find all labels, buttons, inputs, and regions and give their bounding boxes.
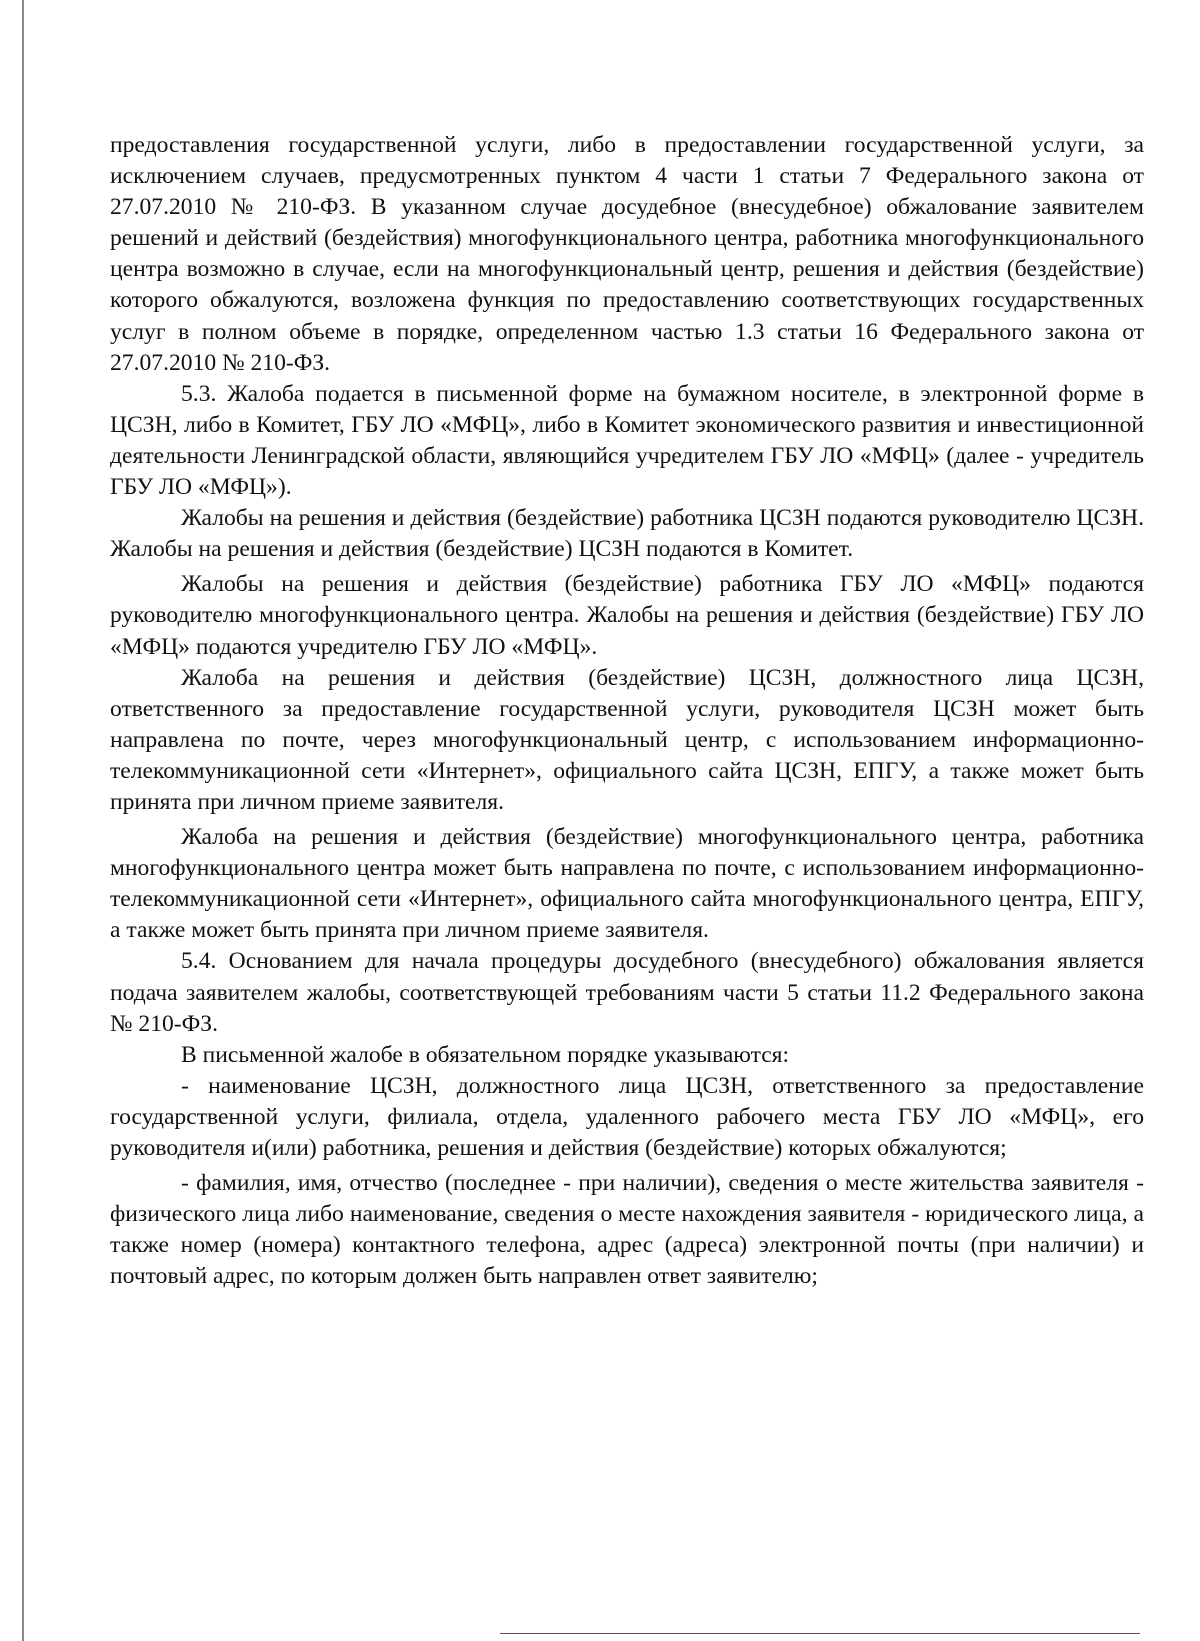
paragraph-required-items-intro: В письменной жалобе в обязательном порядке указываются: (181, 1041, 790, 1068)
paragraph-complaints-cszn: Жалобы на решения и действия (бездействие) работника ЦСЗН подаются руководителю ЦСЗН. Жалобы на решения и действия (бездействие) ЦСЗН подаются в Комитет. (110, 505, 1144, 563)
paragraph-complaint-channels-mfc: Жалоба на решения и действия (бездействие) многофункционального центра, работника многофункционального центра может быть направлена по почте, с использованием информационно-телекоммуникационной сети «Интернет», официального сайта многофункционального центра, ЕПГУ, а также может быть принята при личном приеме заявителя. (110, 824, 1144, 944)
scan-left-edge (22, 0, 24, 1641)
list-item-name: - наименование ЦСЗН, должностного лица ЦСЗН, ответственного за предоставление государственной услуги, филиала, отдела, удаленного рабочего места ГБУ ЛО «МФЦ», его руководителя и(или) работника, решения и действия (бездействие) которых обжалуются; (110, 1072, 1144, 1161)
document-body (110, 130, 1144, 1292)
list-item-applicant-info: - фамилия, имя, отчество (последнее - при наличии), сведения о месте жительства заявителя - физического лица либо наименование, сведения о месте нахождения заявителя - юридического лица, а также номер (номера) контактного телефона, адрес (адреса) электронной почты (при наличии) и почтовый адрес, по которым должен быть направлен ответ заявителю; (110, 1170, 1144, 1290)
paragraph-5-4: 5.4. Основанием для начала процедуры досудебного (внесудебного) обжалования является подача заявителем жалобы, соответствующей требованиям части 5 статьи 11.2 Федерального закона № 210-ФЗ. (110, 948, 1144, 1037)
paragraph-complaints-mfc: Жалобы на решения и действия (бездействие) работника ГБУ ЛО «МФЦ» подаются руководителю многофункционального центра. Жалобы на решения и действия (бездействие) ГБУ ЛО «МФЦ» подаются учредителю ГБУ ЛО «МФЦ». (110, 571, 1144, 660)
scan-bottom-line (500, 1633, 1140, 1634)
paragraph-continuation: предоставления государственной услуги, либо в предоставлении государственной услуги, за исключением случаев, предусмотренных пунктом 4 части 1 статьи 7 Федерального закона от 27.07.2010 № 210-ФЗ. В указанном случае досудебное (внесудебное) обжалование заявителем решений и действий (бездействия) многофункционального центра, работника многофункционального центра возможно в случае, если на многофункциональный центр, решения и действия (бездействие) которого обжалуются, возложена функция по предоставлению соответствующих государственных услуг в полном объеме в порядке, определенном частью 1.3 статьи 16 Федерального закона от 27.07.2010 № 210-ФЗ. (110, 132, 1144, 376)
paragraph-complaint-channels-cszn: Жалоба на решения и действия (бездействие) ЦСЗН, должностного лица ЦСЗН, ответственного за предоставление государственной услуги, руководителя ЦСЗН может быть направлена по почте, через многофункциональный центр, с использованием информационно-телекоммуникационной сети «Интернет», официального сайта ЦСЗН, ЕПГУ, а также может быть принята при личном приеме заявителя. (110, 664, 1144, 815)
paragraph-5-3: 5.3. Жалоба подается в письменной форме на бумажном носителе, в электронной форме в ЦСЗН, либо в Комитет, ГБУ ЛО «МФЦ», либо в Комитет экономического развития и инвестиционной деятельности Ленинградской области, являющийся учредителем ГБУ ЛО «МФЦ» (далее - учредитель ГБУ ЛО «МФЦ»). (110, 380, 1144, 501)
